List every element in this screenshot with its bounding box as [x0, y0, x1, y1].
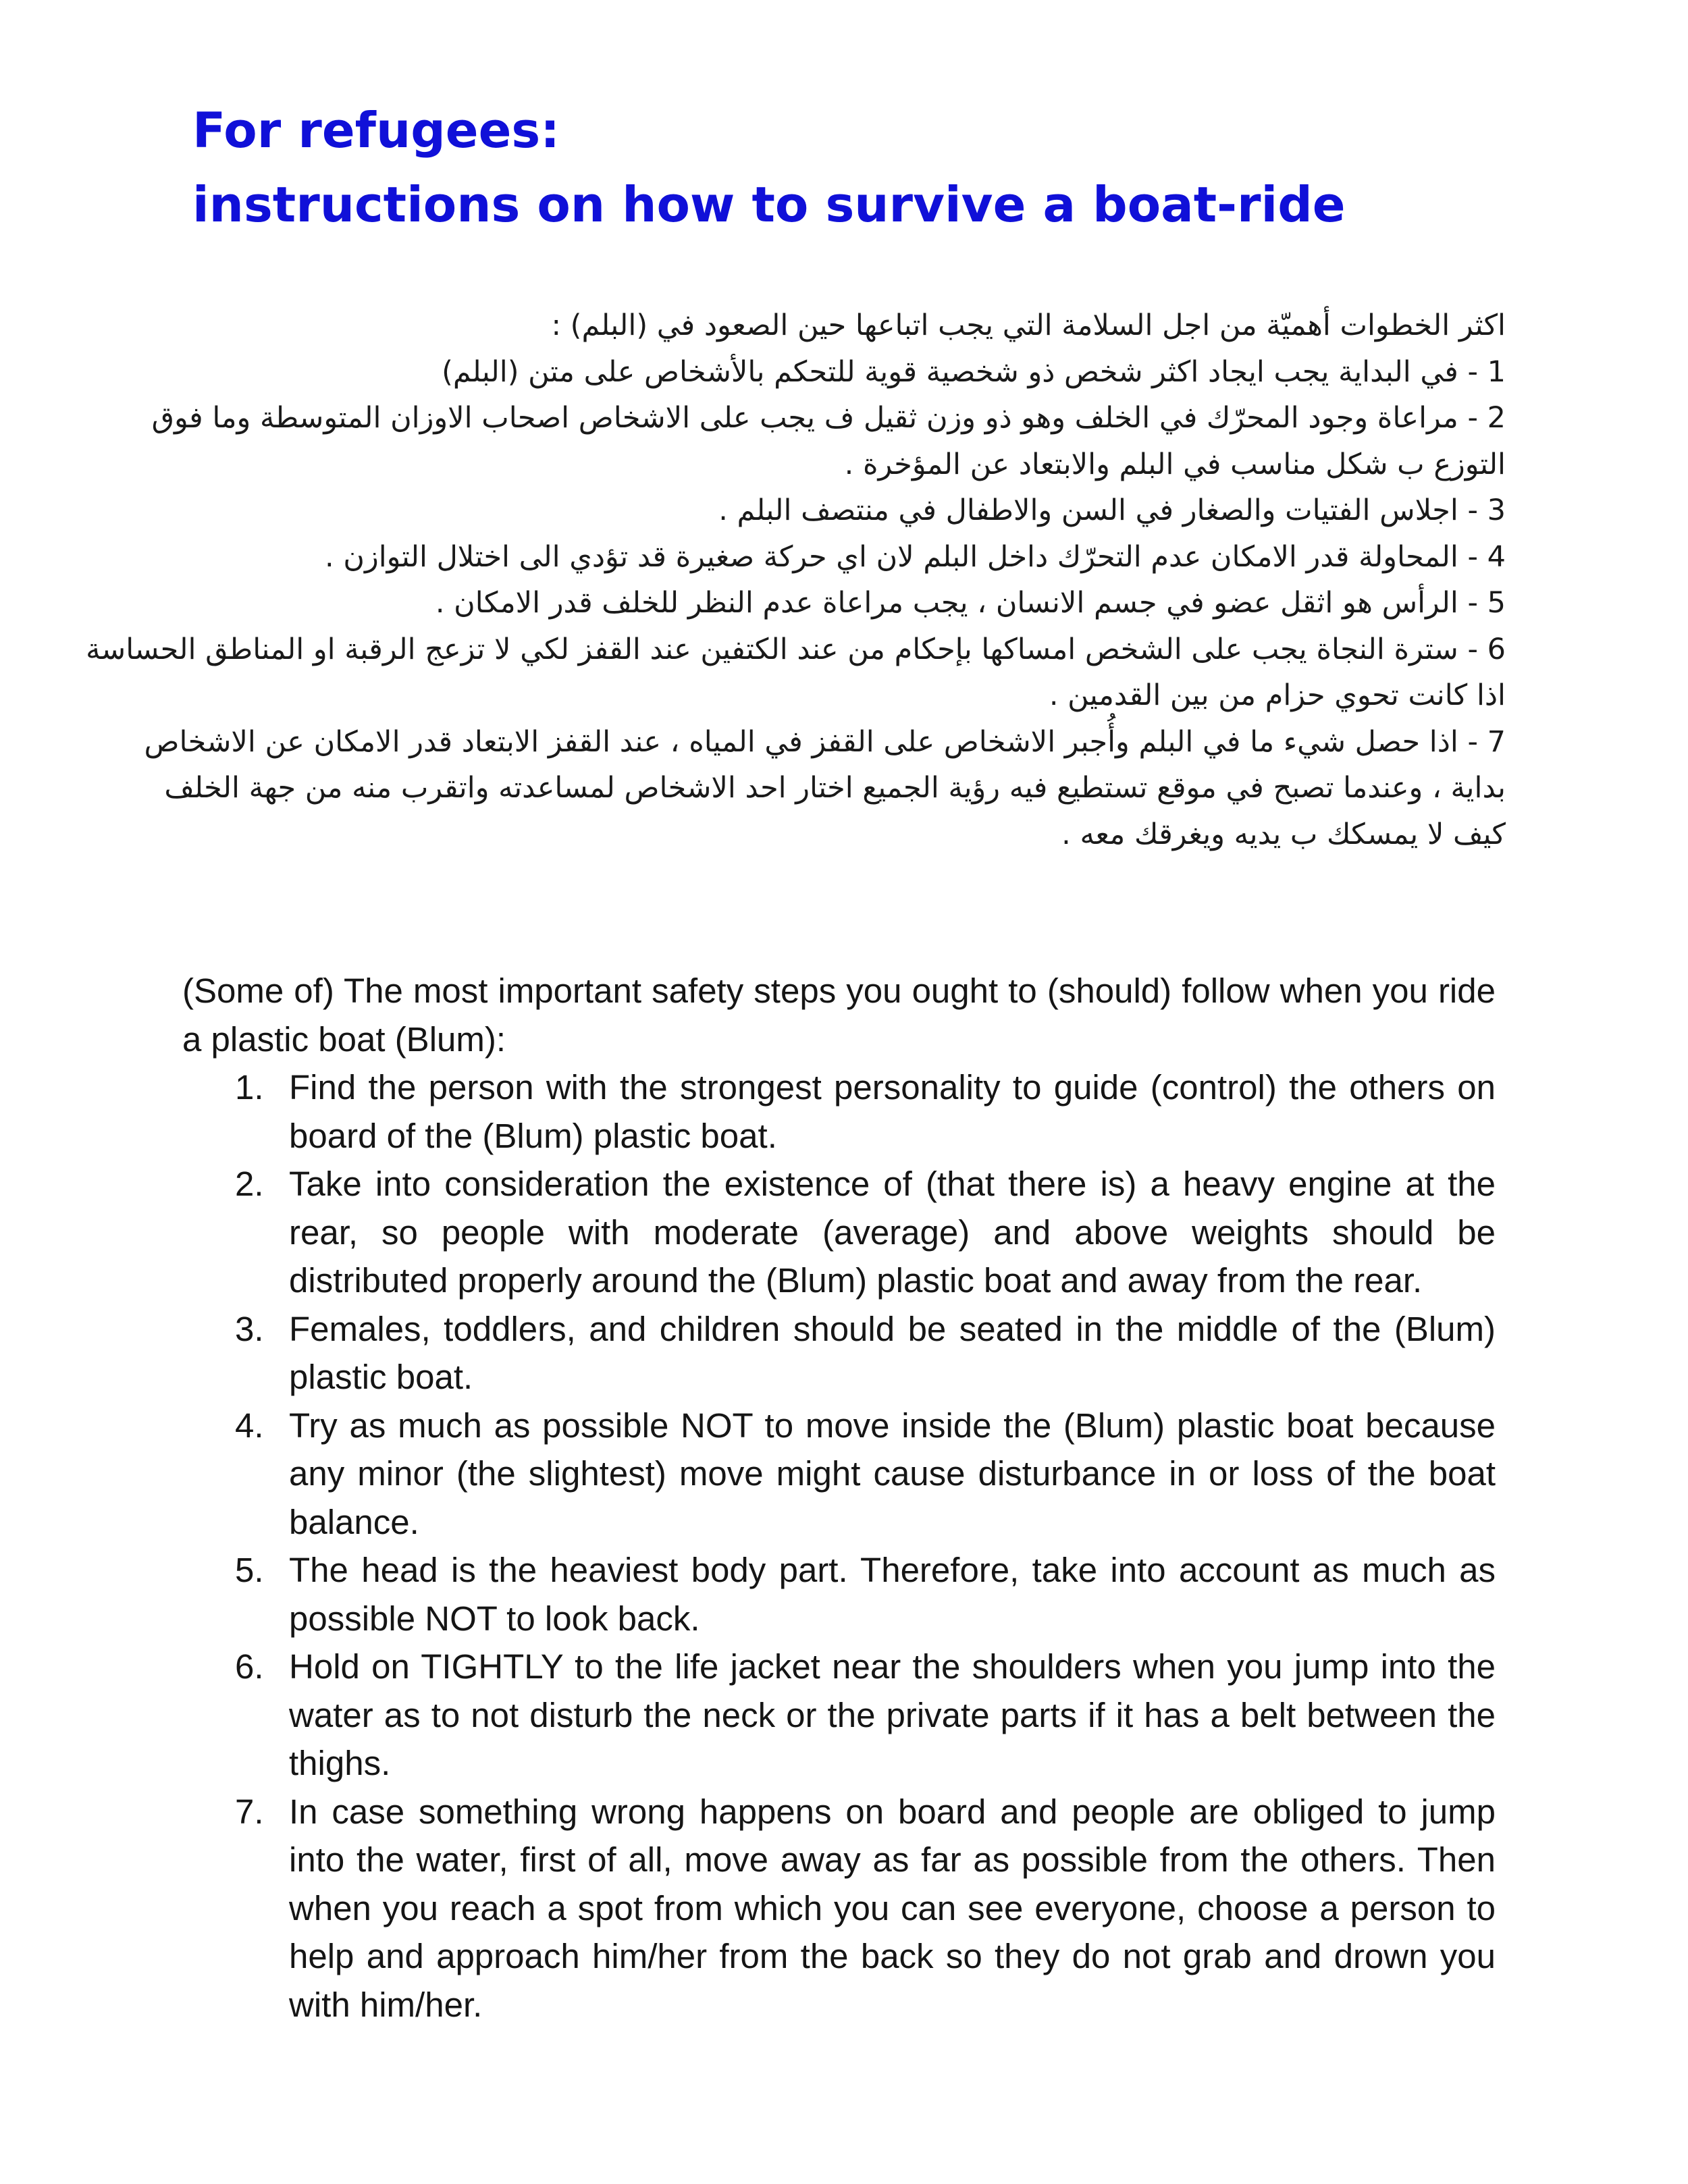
arabic-line: اكثر الخطوات أهميّة من اجل السلامة التي يجب اتباعها حين الصعود في (البلم) :	[551, 309, 1506, 342]
list-item	[182, 1546, 1496, 1643]
arabic-line: بداية ، وعندما تصبح في موقع تستطيع فيه رؤية الجميع اختار احد الاشخاص لمساعدته واتقرب منه من جهة الخلف	[164, 771, 1506, 805]
arabic-line: 1 - في البداية يجب ايجاد اكثر شخص ذو شخصية قوية للتحكم بالأشخاص على متن (البلم)	[442, 354, 1506, 389]
list-item-text: In case something wrong happens on board and people are obliged to jump into the water, first of all, move away as far as possible from the others. Then when you reach a spot from which you can see everyone, choose a person to help and approach him/her from the back so they do not grab and drown you with him/her.	[289, 1792, 1496, 2024]
list-item-text: Take into consideration the existence of (that there is) a heavy engine at the rear, so people with moderate (average) and above weights should be distributed properly around the (Blum) plastic boat and away from the rear.	[289, 1165, 1496, 1300]
arabic-line: التوزع ب شكل مناسب في البلم والابتعاد عن المؤخرة .	[844, 447, 1506, 481]
title-line-1: For refugees:	[192, 102, 560, 159]
list-item-number: 5.	[235, 1551, 264, 1589]
arabic-line: 5 - الرأس هو اثقل عضو في جسم الانسان ، يجب مراعاة عدم النظر للخلف قدر الامكان .	[435, 586, 1506, 620]
list-item-number: 2.	[235, 1165, 264, 1203]
page-title	[192, 93, 1475, 242]
list-item	[182, 1063, 1496, 1160]
list-item-text: The head is the heaviest body part. Therefore, take into account as much as possible NOT to look back.	[289, 1551, 1496, 1638]
english-instructions	[182, 967, 1496, 2029]
arabic-line: كيف لا يمسكك ب يديه ويغرقك معه .	[1061, 817, 1506, 851]
list-item	[182, 1305, 1496, 1402]
arabic-instructions	[86, 302, 1506, 857]
list-item-number: 4.	[235, 1406, 264, 1445]
list-item	[182, 1402, 1496, 1547]
list-item-number: 7.	[235, 1792, 264, 1831]
safety-steps-list	[182, 1063, 1496, 2029]
arabic-line: 7 - اذا حصل شيء ما في البلم وأُجبر الاشخاص على القفز في المياه ، عند القفز الابتعاد قدر الامكان عن الاشخاص	[144, 724, 1506, 759]
list-item	[182, 1643, 1496, 1788]
list-item-text: Find the person with the strongest personality to guide (control) the others on board of the (Blum) plastic boat.	[289, 1068, 1496, 1155]
arabic-line: 2 - مراعاة وجود المحرّك في الخلف وهو ذو وزن ثقيل ف يجب على الاشخاص اصحاب الاوزان المتوسطة وما فوق	[151, 401, 1506, 435]
list-item-number: 3.	[235, 1309, 264, 1348]
arabic-line: 3 - اجلاس الفتيات والصغار في السن والاطفال في منتصف البلم .	[718, 494, 1506, 527]
list-item-text: Try as much as possible NOT to move inside the (Blum) plastic boat because any minor (the slightest) move might cause disturbance in or loss of the boat balance.	[289, 1406, 1496, 1541]
english-intro: (Some of) The most important safety steps you ought to (should) follow when you ride a plastic boat (Blum):	[182, 971, 1496, 1059]
list-item-number: 6.	[235, 1647, 264, 1686]
list-item	[182, 1788, 1496, 2029]
arabic-line: اذا كانت تحوي حزام من بين القدمين .	[1049, 678, 1506, 712]
title-line-2: instructions on how to survive a boat-ride	[192, 176, 1346, 233]
list-item-text: Females, toddlers, and children should be seated in the middle of the (Blum) plastic boat.	[289, 1309, 1496, 1396]
arabic-line: 4 - المحاولة قدر الامكان عدم التحرّك داخل البلم لان اي حركة صغيرة قد تؤدي الى اختلال التوازن .	[325, 539, 1506, 574]
list-item	[182, 1160, 1496, 1305]
arabic-line: 6 - سترة النجاة يجب على الشخص امساكها بإحكام من عند الكتفين عند القفز لكي لا تزعج الرقبة او المناطق الحساسة	[86, 632, 1506, 666]
list-item-text: Hold on TIGHTLY to the life jacket near the shoulders when you jump into the water as to not disturb the neck or the private parts if it has a belt between the thighs.	[289, 1647, 1496, 1782]
list-item-number: 1.	[235, 1068, 264, 1107]
